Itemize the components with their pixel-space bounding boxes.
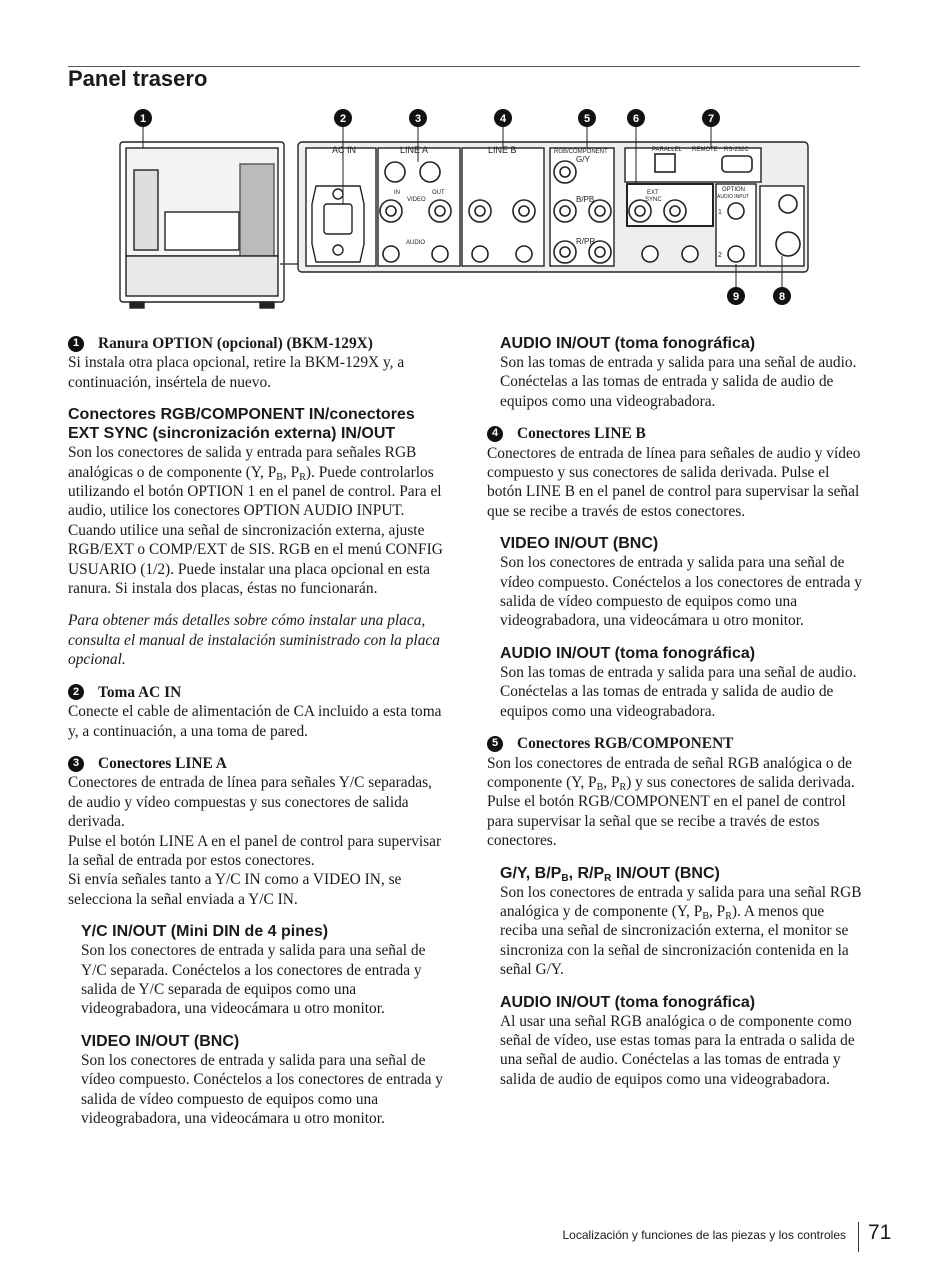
subsection-video (81, 1032, 444, 1129)
section-heading: Ranura OPTION (opcional) (BKM-129X) (98, 335, 373, 352)
callout-2: 2 (339, 113, 347, 125)
subsection-yc (81, 922, 444, 1019)
label-parallel: PARALLEL (652, 147, 682, 153)
callout-1: 1 (139, 113, 147, 125)
callout-7: 7 (707, 113, 715, 125)
subsection-audio-line-b (500, 644, 863, 721)
subsection-heading: AUDIO IN/OUT (toma fonográfica) (500, 993, 756, 1011)
subsection-text: Son las tomas de entrada y salida para una señal de audio. Conéctelas a las tomas de entrada y salida de audio de equipos como una videograbadora. (500, 663, 857, 720)
section-text: Conecte el cable de alimentación de CA incluido a esta toma y, a continuación, a una toma de pared. (68, 703, 442, 740)
footer-text: Localización y funciones de las piezas y los controles (562, 1228, 846, 1242)
page-title: Panel trasero (68, 66, 208, 91)
section-ac-in (68, 683, 444, 741)
subsection-text: Son las tomas de entrada y salida para una señal de audio. Conéctelas a las tomas de entrada y salida de audio de equipos como una videograbadora. (500, 354, 857, 410)
subsection-audio-line-a (500, 334, 863, 411)
subsection-heading: AUDIO IN/OUT (toma fonográfica) (500, 644, 756, 662)
callout-4: 4 (499, 113, 507, 125)
section-text: Son los conectores de entrada de señal RGB analógica o de componente (Y, PB, PR) y sus conectores de salida derivada. (487, 754, 855, 793)
section-heading: Conectores LINE A (98, 754, 227, 772)
subsection-text: Son los conectores de entrada y salida para una señal de vídeo compuesto. Conéctelos a los conectores de entrada y salida de vídeo compuesto de equipos como una videograbadora, una videocámara u otro monitor. (81, 1051, 443, 1127)
label-b-pb: B/PB (576, 195, 595, 204)
footer-divider (858, 1222, 859, 1252)
subsection-heading: Y/C IN/OUT (Mini DIN de 4 pines) (81, 923, 329, 941)
section-text: Si envía señales tanto a Y/C IN como a VIDEO IN, se selecciona la señal enviada a Y/C IN. (68, 871, 402, 908)
number-badge: 3 (68, 756, 84, 772)
section-line-b (487, 424, 863, 521)
subsection-heading: G/Y, B/PB, R/PR IN/OUT (BNC) (500, 864, 720, 884)
section-heading: Conectores RGB/COMPONENT IN/conectores EXT SYNC (sincronización externa) IN/OUT (68, 406, 415, 443)
rear-panel-figure (110, 104, 820, 312)
section-rgb-ext-sync (68, 405, 444, 598)
number-badge: 4 (487, 426, 503, 442)
subsection-heading: AUDIO IN/OUT (toma fonográfica) (500, 335, 756, 352)
section-heading: Conectores LINE B (517, 425, 646, 443)
section-text: Pulse el botón LINE A en el panel de control para supervisar la señal de entrada por estos conectores. (68, 832, 442, 869)
section-option-slot (68, 334, 444, 392)
callout-8: 8 (778, 291, 786, 303)
subsection-audio-rgb (500, 993, 863, 1090)
label-opt-1: 1 (718, 209, 722, 216)
label-line-b: LINE B (488, 145, 517, 155)
subsection-heading: VIDEO IN/OUT (BNC) (81, 1032, 240, 1050)
label-audio-input: AUDIO INPUT (717, 194, 750, 200)
label-ac-in: AC IN (332, 145, 357, 155)
section-heading: Conectores RGB/COMPONENT (517, 735, 734, 753)
callout-3: 3 (414, 113, 422, 125)
subsection-heading: VIDEO IN/OUT (BNC) (500, 535, 659, 553)
callout-5: 5 (583, 113, 591, 125)
right-column (487, 334, 863, 1102)
label-rgb-component: RGB/COMPONENT (554, 149, 608, 155)
page-number: 71 (868, 1221, 892, 1244)
section-text: Pulse el botón RGB/COMPONENT en el panel de control para supervisar la señal que se recibe a través de estos conectores. (487, 793, 846, 850)
section-text: Conectores de entrada de línea para señales Y/C separadas, de audio y vídeo compuestas y sus conectores de salida derivada. (68, 774, 432, 831)
number-badge: 5 (487, 736, 503, 752)
section-rgb-component (487, 734, 863, 850)
label-r-pr: R/PR (576, 237, 596, 246)
label-g-y: G/Y (576, 155, 590, 164)
page-footer (0, 1222, 950, 1252)
section-heading: Toma AC IN (98, 683, 182, 701)
section-line-a (68, 754, 444, 909)
note-text: Para obtener más detalles sobre cómo instalar una placa, consulta el manual de instalación suministrado con la placa opcional. (68, 612, 440, 669)
label-remote: REMOTE (692, 147, 718, 153)
subsection-g-b-r (500, 864, 863, 980)
number-badge: 2 (68, 684, 84, 700)
label-opt-2: 2 (718, 252, 722, 259)
label-sync: SYNC (645, 197, 662, 203)
section-text: Conectores de entrada de línea para señales de audio y vídeo compuesto y sus conectores de salida derivada. Pulse el botón LINE B en el panel de control para supervisar la señal que se recibe a través de estos conectores. (487, 444, 861, 520)
subsection-video-line-b (500, 534, 863, 631)
subsection-text: Son los conectores de entrada y salida para una señal RGB analógica y de componente (Y, PB, PR). A menos que reciba una señal de sincronización externa, el monitor se sincroniza con la señal de sincronización contenida en la señal G/Y. (500, 883, 862, 979)
label-out: OUT (432, 190, 445, 196)
number-badge: 1 (68, 336, 84, 352)
subsection-text: Son los conectores de entrada y salida para una señal de vídeo compuesto. Conéctelos a los conectores de entrada y salida de vídeo compuesto de equipos como una videograbadora, una videocámara u otro monitor. (500, 554, 862, 630)
label-video: VIDEO (407, 197, 426, 203)
label-audio: AUDIO (406, 240, 426, 246)
subsection-text: Al usar una señal RGB analógica o de componente como señal de vídeo, use estas tomas para la entrada o salida de una señal de audio. Conéctelas a las tomas de entrada y salida de audio de equipos como una videograbadora. (500, 1012, 855, 1088)
callout-9: 9 (732, 291, 740, 303)
label-option: OPTION (722, 187, 746, 193)
label-line-a: LINE A (400, 145, 429, 155)
label-in: IN (394, 190, 400, 196)
label-ext: EXT (647, 190, 659, 196)
callout-6: 6 (632, 113, 640, 125)
subsection-text: Son los conectores de entrada y salida para una señal de Y/C separada. Conéctelos a los conectores de entrada y salida de Y/C separada de equipos como una videograbadora, una videocámara u otro monitor. (81, 942, 426, 1018)
label-rs232c: RS-232C (724, 147, 749, 153)
section-text: Si instala otra placa opcional, retire la BKM-129X y, a continuación, insértela de nuevo. (68, 354, 405, 391)
left-column (68, 334, 444, 1141)
note (68, 611, 444, 669)
section-text: Son los conectores de salida y entrada para señales RGB analógicas o de componente (Y, PB, PR). Puede controlarlos utilizando el botón OPTION 1 en el panel de control. Para el audio, utilice los conectores OPTION AUDIO INPUT. Cuando utilice una señal de sincronización externa, ajuste RGB/EXT o COMP/EXT de SIS. RGB en el menú CONFIG USUARIO (1/2). Puede instalar una placa opcional en esta ranura. Si instala dos placas, éstas no funcionarán. (68, 444, 443, 598)
